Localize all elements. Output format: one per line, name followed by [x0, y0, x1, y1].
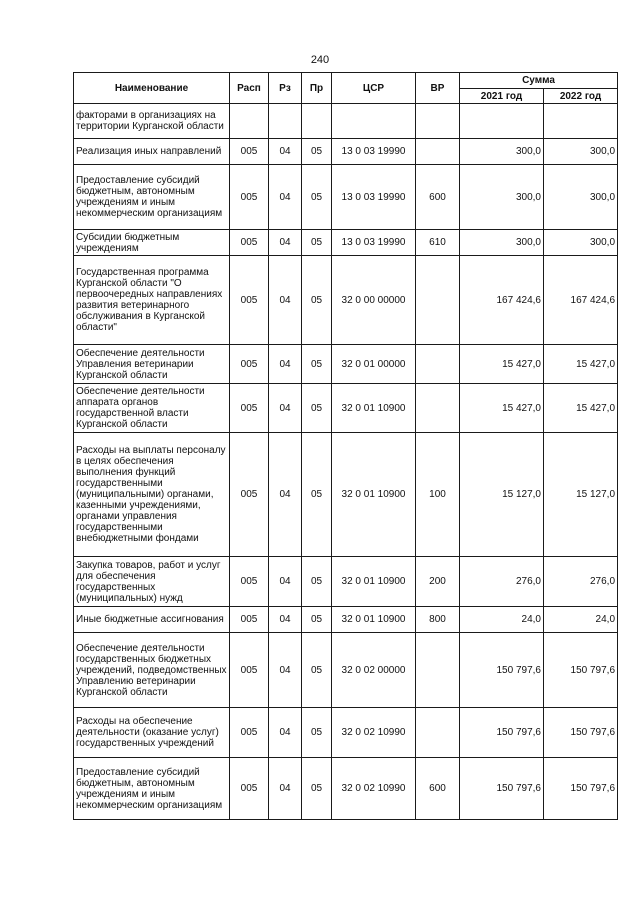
row-name-cell: Иные бюджетные ассигнования	[74, 607, 230, 633]
row-rz-cell: 04	[269, 165, 302, 230]
row-pr-cell: 05	[302, 230, 332, 256]
row-sum-2022-cell	[544, 104, 618, 139]
row-rz-cell: 04	[269, 708, 302, 758]
row-csr-cell: 32 0 01 10900	[332, 433, 416, 557]
row-csr-cell: 32 0 01 10900	[332, 557, 416, 607]
row-pr-cell	[302, 104, 332, 139]
row-rz-cell: 04	[269, 758, 302, 820]
header-sum: Сумма	[460, 73, 618, 89]
table-row	[74, 433, 618, 557]
row-pr-cell: 05	[302, 433, 332, 557]
row-vr-cell	[416, 384, 460, 433]
row-csr-cell: 32 0 02 10990	[332, 758, 416, 820]
row-csr-cell	[332, 104, 416, 139]
table-row	[74, 165, 618, 230]
row-pr-cell: 05	[302, 557, 332, 607]
row-pr-cell: 05	[302, 607, 332, 633]
header-rasp: Расп	[230, 73, 269, 104]
row-name-cell: Предоставление субсидий бюджетным, автономным учреждениям и иным некоммерческим организациям	[74, 758, 230, 820]
row-sum-2021-cell: 15 127,0	[460, 433, 544, 557]
row-rz-cell: 04	[269, 557, 302, 607]
row-vr-cell	[416, 633, 460, 708]
row-name-cell: Расходы на обеспечение деятельности (оказание услуг) государственных учреждений	[74, 708, 230, 758]
row-sum-2022-cell: 167 424,6	[544, 256, 618, 345]
table-row	[74, 607, 618, 633]
header-csr: ЦСР	[332, 73, 416, 104]
row-csr-cell: 32 0 00 00000	[332, 256, 416, 345]
row-sum-2021-cell: 24,0	[460, 607, 544, 633]
row-csr-cell: 32 0 01 10900	[332, 384, 416, 433]
row-rz-cell: 04	[269, 230, 302, 256]
row-csr-cell: 32 0 01 10900	[332, 607, 416, 633]
row-rasp-cell: 005	[230, 607, 269, 633]
row-sum-2022-cell: 150 797,6	[544, 758, 618, 820]
header-name: Наименование	[74, 73, 230, 104]
row-csr-cell: 13 0 03 19990	[332, 139, 416, 165]
row-csr-cell: 13 0 03 19990	[332, 165, 416, 230]
row-sum-2022-cell: 150 797,6	[544, 633, 618, 708]
row-vr-cell: 610	[416, 230, 460, 256]
row-sum-2022-cell: 300,0	[544, 230, 618, 256]
row-rasp-cell: 005	[230, 384, 269, 433]
table-row	[74, 104, 618, 139]
table-row	[74, 256, 618, 345]
row-sum-2022-cell: 15 127,0	[544, 433, 618, 557]
header-vr: ВР	[416, 73, 460, 104]
row-rasp-cell	[230, 104, 269, 139]
row-rasp-cell: 005	[230, 256, 269, 345]
row-csr-cell: 13 0 03 19990	[332, 230, 416, 256]
row-vr-cell	[416, 256, 460, 345]
row-name-cell: Закупка товаров, работ и услуг для обеспечения государственных (муниципальных) нужд	[74, 557, 230, 607]
table-row	[74, 557, 618, 607]
row-rz-cell: 04	[269, 256, 302, 345]
row-sum-2022-cell: 15 427,0	[544, 345, 618, 384]
row-sum-2021-cell: 15 427,0	[460, 345, 544, 384]
row-csr-cell: 32 0 01 00000	[332, 345, 416, 384]
row-pr-cell: 05	[302, 708, 332, 758]
row-vr-cell	[416, 708, 460, 758]
row-name-cell: факторами в организациях на территории Курганской области	[74, 104, 230, 139]
row-rz-cell: 04	[269, 433, 302, 557]
table-row	[74, 139, 618, 165]
row-rasp-cell: 005	[230, 557, 269, 607]
row-csr-cell: 32 0 02 10990	[332, 708, 416, 758]
row-pr-cell: 05	[302, 139, 332, 165]
row-name-cell: Реализация иных направлений	[74, 139, 230, 165]
row-name-cell: Обеспечение деятельности аппарата органов государственной власти Курганской области	[74, 384, 230, 433]
row-vr-cell: 100	[416, 433, 460, 557]
row-sum-2021-cell: 150 797,6	[460, 633, 544, 708]
row-rasp-cell: 005	[230, 758, 269, 820]
row-sum-2021-cell: 276,0	[460, 557, 544, 607]
row-sum-2022-cell: 276,0	[544, 557, 618, 607]
row-sum-2021-cell: 300,0	[460, 165, 544, 230]
header-year-2022: 2022 год	[544, 89, 618, 104]
row-vr-cell: 800	[416, 607, 460, 633]
row-rasp-cell: 005	[230, 433, 269, 557]
row-vr-cell: 600	[416, 758, 460, 820]
row-pr-cell: 05	[302, 165, 332, 230]
row-vr-cell: 200	[416, 557, 460, 607]
row-vr-cell	[416, 139, 460, 165]
budget-table-body	[74, 104, 618, 820]
page-number: 240	[310, 54, 330, 66]
row-name-cell: Предоставление субсидий бюджетным, автономным учреждениям и иным некоммерческим организациям	[74, 165, 230, 230]
row-name-cell: Обеспечение деятельности Управления ветеринарии Курганской области	[74, 345, 230, 384]
row-pr-cell: 05	[302, 345, 332, 384]
row-rasp-cell: 005	[230, 165, 269, 230]
row-sum-2021-cell	[460, 104, 544, 139]
row-pr-cell: 05	[302, 256, 332, 345]
row-sum-2021-cell: 300,0	[460, 139, 544, 165]
table-row	[74, 230, 618, 256]
row-rasp-cell: 005	[230, 345, 269, 384]
row-pr-cell: 05	[302, 633, 332, 708]
row-pr-cell: 05	[302, 758, 332, 820]
row-name-cell: Государственная программа Курганской области "О первоочередных направлениях развития ветеринарного обслуживания в Курганской области"	[74, 256, 230, 345]
row-sum-2021-cell: 150 797,6	[460, 758, 544, 820]
budget-table	[73, 72, 618, 820]
row-rz-cell	[269, 104, 302, 139]
row-sum-2021-cell: 300,0	[460, 230, 544, 256]
row-sum-2022-cell: 300,0	[544, 139, 618, 165]
row-rasp-cell: 005	[230, 633, 269, 708]
table-row	[74, 384, 618, 433]
row-rasp-cell: 005	[230, 139, 269, 165]
row-rz-cell: 04	[269, 139, 302, 165]
row-rasp-cell: 005	[230, 230, 269, 256]
row-sum-2022-cell: 15 427,0	[544, 384, 618, 433]
row-rasp-cell: 005	[230, 708, 269, 758]
table-row	[74, 633, 618, 708]
row-rz-cell: 04	[269, 345, 302, 384]
row-vr-cell: 600	[416, 165, 460, 230]
row-rz-cell: 04	[269, 607, 302, 633]
row-sum-2021-cell: 150 797,6	[460, 708, 544, 758]
header-rz: Рз	[269, 73, 302, 104]
row-pr-cell: 05	[302, 384, 332, 433]
row-name-cell: Субсидии бюджетным учреждениям	[74, 230, 230, 256]
row-sum-2021-cell: 167 424,6	[460, 256, 544, 345]
row-vr-cell	[416, 345, 460, 384]
table-row	[74, 708, 618, 758]
row-rz-cell: 04	[269, 384, 302, 433]
row-csr-cell: 32 0 02 00000	[332, 633, 416, 708]
row-name-cell: Расходы на выплаты персоналу в целях обеспечения выполнения функций государственными (муниципальными) органами, казенными учреждениями, органами управления государственными внебюджетными фондами	[74, 433, 230, 557]
row-name-cell: Обеспечение деятельности государственных бюджетных учреждений, подведомственных Управлению ветеринарии Курганской области	[74, 633, 230, 708]
table-row	[74, 758, 618, 820]
row-sum-2022-cell: 300,0	[544, 165, 618, 230]
row-sum-2022-cell: 150 797,6	[544, 708, 618, 758]
row-vr-cell	[416, 104, 460, 139]
row-rz-cell: 04	[269, 633, 302, 708]
header-year-2021: 2021 год	[460, 89, 544, 104]
row-sum-2021-cell: 15 427,0	[460, 384, 544, 433]
header-pr: Пр	[302, 73, 332, 104]
table-row	[74, 345, 618, 384]
row-sum-2022-cell: 24,0	[544, 607, 618, 633]
